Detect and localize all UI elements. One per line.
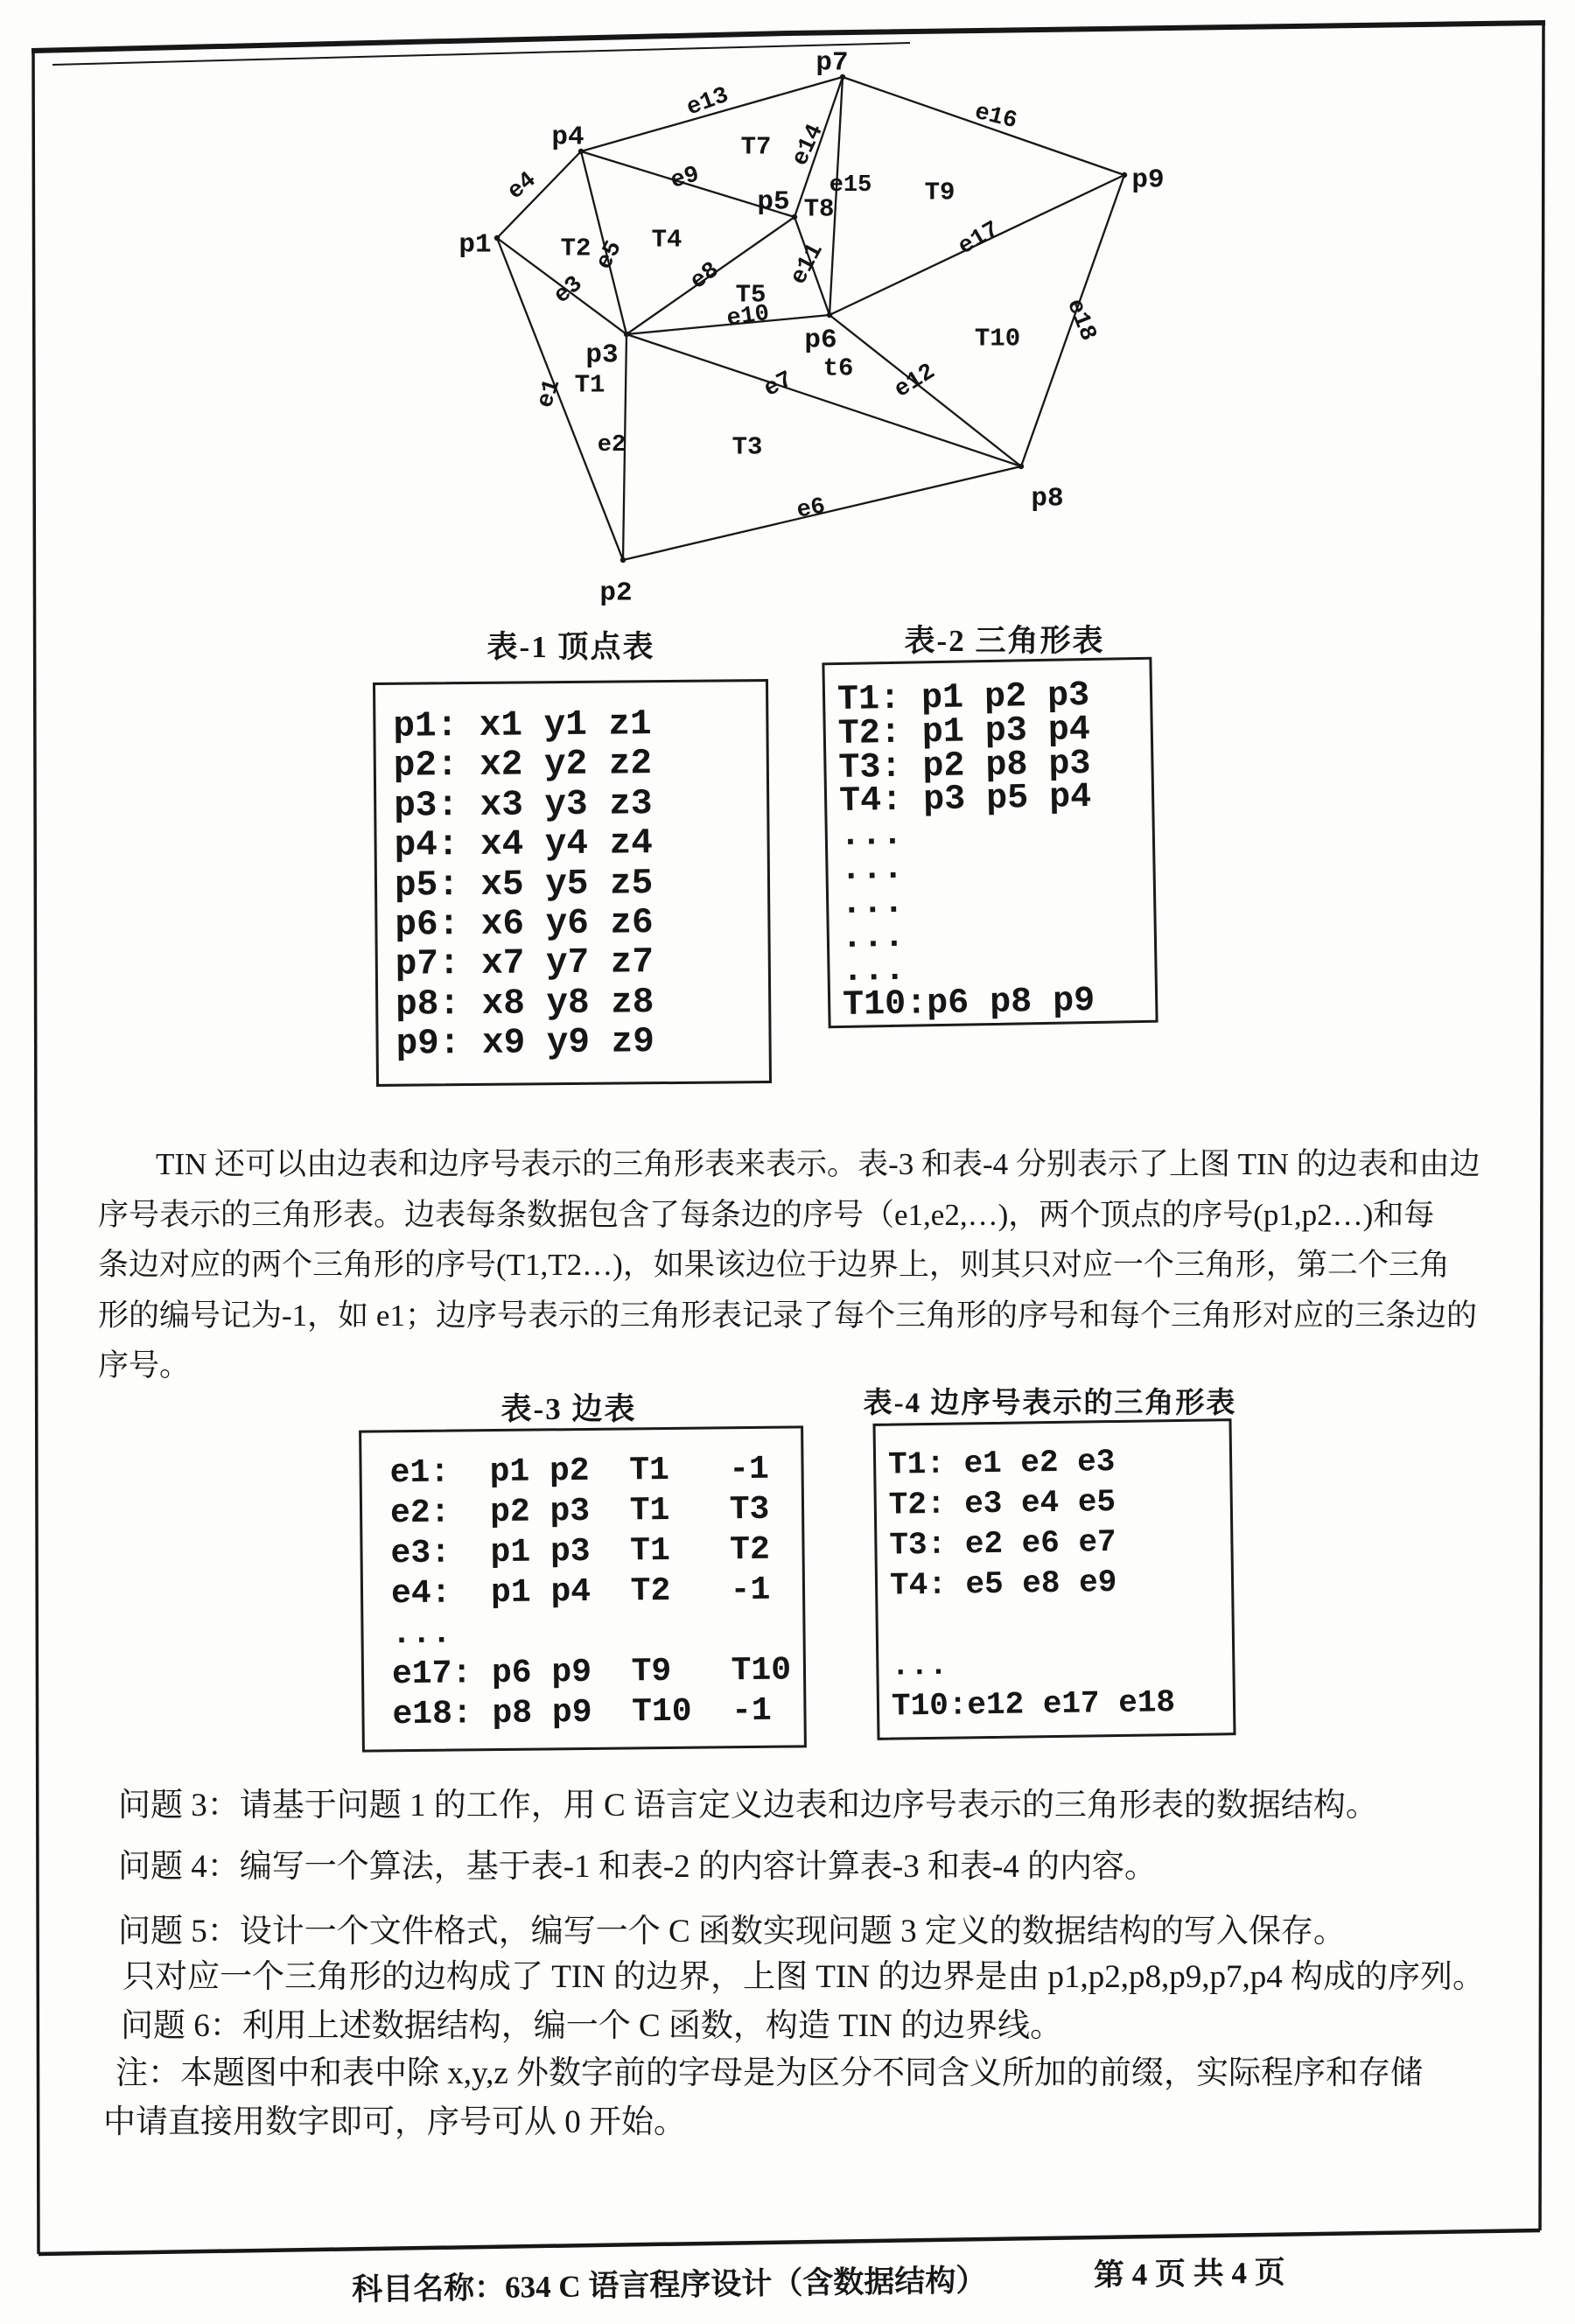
vertex-label-p7: p7 xyxy=(816,47,849,79)
edge-label-e17: e17 xyxy=(954,216,1004,262)
table-row: p2: x2 y2 z2 xyxy=(393,744,653,788)
vertex-label-p2: p2 xyxy=(599,578,633,609)
vertex-label-p1: p1 xyxy=(458,229,492,261)
table-row: ... xyxy=(840,849,904,890)
table-row: p4: x4 y4 z4 xyxy=(394,823,654,866)
edge-e4 xyxy=(497,151,581,238)
table-row: ... xyxy=(841,917,906,958)
triangle-label-T3: T3 xyxy=(732,432,763,462)
edge-label-e18: e18 xyxy=(1060,295,1102,346)
triangle-label-T7: T7 xyxy=(740,132,772,162)
table-row xyxy=(890,1601,1232,1646)
note-line-1: 注：本题图中和表中除 x,y,z 外数字前的字母是为区分不同含义所加的前缀，实际程序和存储 xyxy=(116,2055,1424,2091)
table-row: T3: p2 p8 p3 xyxy=(838,744,1091,788)
triangle-label-T1: T1 xyxy=(574,370,606,400)
edge-label-e16: e16 xyxy=(971,99,1020,136)
vertex-p2 xyxy=(620,557,626,563)
question-5: 问题 5：设计一个文件格式，编写一个 C 函数实现问题 3 定义的数据结构的写入保存。 xyxy=(118,1914,1346,1950)
table-row: T1: p1 p2 p3 xyxy=(836,676,1090,721)
table-row: T4: e5 e8 e9 xyxy=(889,1564,1117,1604)
table-row: e4: p1 p4 T2 -1 xyxy=(390,1571,771,1614)
triangle-label-T9: T9 xyxy=(924,178,956,207)
paragraph-line: 条边对应的两个三角形的序号(T1,T2…)，如果该边位于边界上，则其只对应一个三角形，第二个三角 xyxy=(98,1248,1450,1282)
edge-label-e15: e15 xyxy=(829,172,872,199)
edge-label-e12: e12 xyxy=(890,359,941,404)
edge-label-e10: e10 xyxy=(724,300,772,333)
table-row: e2: p2 p3 T1 T3 xyxy=(389,1490,770,1533)
paragraph-line: 序号。 xyxy=(98,1348,191,1382)
table-row: T4: p3 p5 p4 xyxy=(838,778,1092,822)
edge-label-e14: e14 xyxy=(788,120,830,171)
table-row: p7: x7 y7 z7 xyxy=(395,942,654,986)
edge-label-e9: e9 xyxy=(668,162,703,195)
table-row: p8: x8 y8 z8 xyxy=(396,983,654,1026)
table-row: ... xyxy=(839,815,904,857)
vertex-label-p5: p5 xyxy=(757,186,790,218)
vertex-p5 xyxy=(792,214,797,220)
triangle-table xyxy=(822,657,1158,1029)
tin-edge-table-paragraph xyxy=(98,1139,1533,1391)
paragraph-line: 序号表示的三角形表。边表每条数据包含了每条边的序号（e1,e2,…)，两个顶点的序号(p1,p2…)和每 xyxy=(98,1197,1435,1232)
triangle-label-T2: T2 xyxy=(560,234,592,263)
table3-title: 表-3 边表 xyxy=(500,1392,637,1426)
vertex-label-p8: p8 xyxy=(1031,483,1064,514)
edge-label-e3: e3 xyxy=(549,271,589,310)
table-row: ... xyxy=(840,883,905,924)
vertex-p3 xyxy=(624,332,629,337)
table-row: ... xyxy=(842,951,906,992)
question-4: 问题 4：编写一个算法，基于表-1 和表-2 的内容计算表-3 和表-4 的内容。 xyxy=(118,1849,1158,1885)
edge-table xyxy=(359,1425,807,1752)
question-3: 问题 3：请基于问题 1 的工作，用 C 语言定义边表和边序号表示的三角形表的数据结构。 xyxy=(118,1788,1378,1824)
triangle-label-t6: t6 xyxy=(822,354,854,383)
boundary-intro: 只对应一个三角形的边构成了 TIN 的边界，上图 TIN 的边界是由 p1,p2,p8,p9,p7,p4 构成的序列。 xyxy=(122,1959,1486,1995)
table-row: p6: x6 y6 z6 xyxy=(395,903,654,946)
footer-page-info: 第 4 页 共 4 页 xyxy=(1093,2255,1286,2292)
edge-label-e11: e11 xyxy=(786,239,830,290)
table-row: T3: e2 e6 e7 xyxy=(889,1524,1116,1564)
vertex-p9 xyxy=(1122,172,1127,178)
edge-label-e6: e6 xyxy=(794,494,828,525)
table-row: T2: e3 e4 e5 xyxy=(888,1484,1116,1523)
table4-title: 表-4 边序号表示的三角形表 xyxy=(863,1388,1237,1419)
table-row: ... xyxy=(891,1647,948,1684)
edge-label-e8: e8 xyxy=(686,257,724,296)
triangle-label-T10: T10 xyxy=(974,324,1021,354)
edge-label-e13: e13 xyxy=(683,82,732,122)
table1-title: 表-1 顶点表 xyxy=(486,630,655,664)
vertex-label-p9: p9 xyxy=(1131,164,1165,196)
table-row: e1: p1 p2 T1 -1 xyxy=(389,1450,770,1493)
table-row: ... xyxy=(391,1614,452,1654)
triangle-label-T5: T5 xyxy=(735,280,766,310)
edge-label-e2: e2 xyxy=(597,432,626,458)
table-row: T10:p6 p8 p9 xyxy=(842,982,1096,1026)
table-row: p1: x1 y1 z1 xyxy=(393,704,652,747)
table-row: T2: p1 p3 p4 xyxy=(837,710,1091,754)
paragraph-line: TIN 还可以由边表和边序号表示的三角形表来表示。表-3 和表-4 分别表示了上图 TIN 的边表和由边 xyxy=(156,1147,1480,1181)
triangle-by-edge-table xyxy=(872,1418,1236,1740)
table-row: p9: x9 y9 z9 xyxy=(396,1022,655,1066)
table-row: e17: p6 p9 T9 T10 xyxy=(391,1651,792,1694)
tin-diagram xyxy=(0,0,1575,630)
footer-subject: 科目名称：634 C 语言程序设计（含数据结构） xyxy=(351,2263,987,2307)
edge-label-e4: e4 xyxy=(502,167,542,206)
table-row: e18: p8 p9 T10 -1 xyxy=(392,1691,772,1734)
table-row: T1: e1 e2 e3 xyxy=(887,1444,1116,1483)
vertex-p6 xyxy=(827,312,832,318)
question-6: 问题 6：利用上述数据结构，编一个 C 函数，构造 TIN 的边界线。 xyxy=(121,2008,1063,2044)
edge-label-e5: e5 xyxy=(592,236,628,275)
vertex-label-p4: p4 xyxy=(551,122,584,153)
paragraph-line: 形的编号记为-1，如 e1；边序号表示的三角形表记录了每个三角形的序号和每个三角形对应的三条边的 xyxy=(98,1298,1477,1333)
table2-title: 表-2 三角形表 xyxy=(904,624,1105,658)
table-row: p3: x3 y3 z3 xyxy=(394,784,653,827)
edge-label-e7: e7 xyxy=(760,367,798,403)
table-row: T10:e12 e17 e18 xyxy=(891,1684,1176,1725)
vertex-label-p3: p3 xyxy=(585,340,619,371)
vertex-table xyxy=(373,679,772,1087)
table-row: p5: x5 y5 z5 xyxy=(394,863,654,906)
edge-label-e1: e1 xyxy=(532,375,567,412)
vertex-p1 xyxy=(494,235,500,241)
vertex-p8 xyxy=(1018,464,1024,469)
note-line-2: 中请直接用数字即可，序号可从 0 开始。 xyxy=(103,2104,686,2140)
vertex-label-p6: p6 xyxy=(804,325,837,356)
triangle-label-T8: T8 xyxy=(803,194,835,224)
table-row: e3: p1 p3 T1 T2 xyxy=(390,1530,771,1573)
triangle-label-T4: T4 xyxy=(651,225,682,255)
